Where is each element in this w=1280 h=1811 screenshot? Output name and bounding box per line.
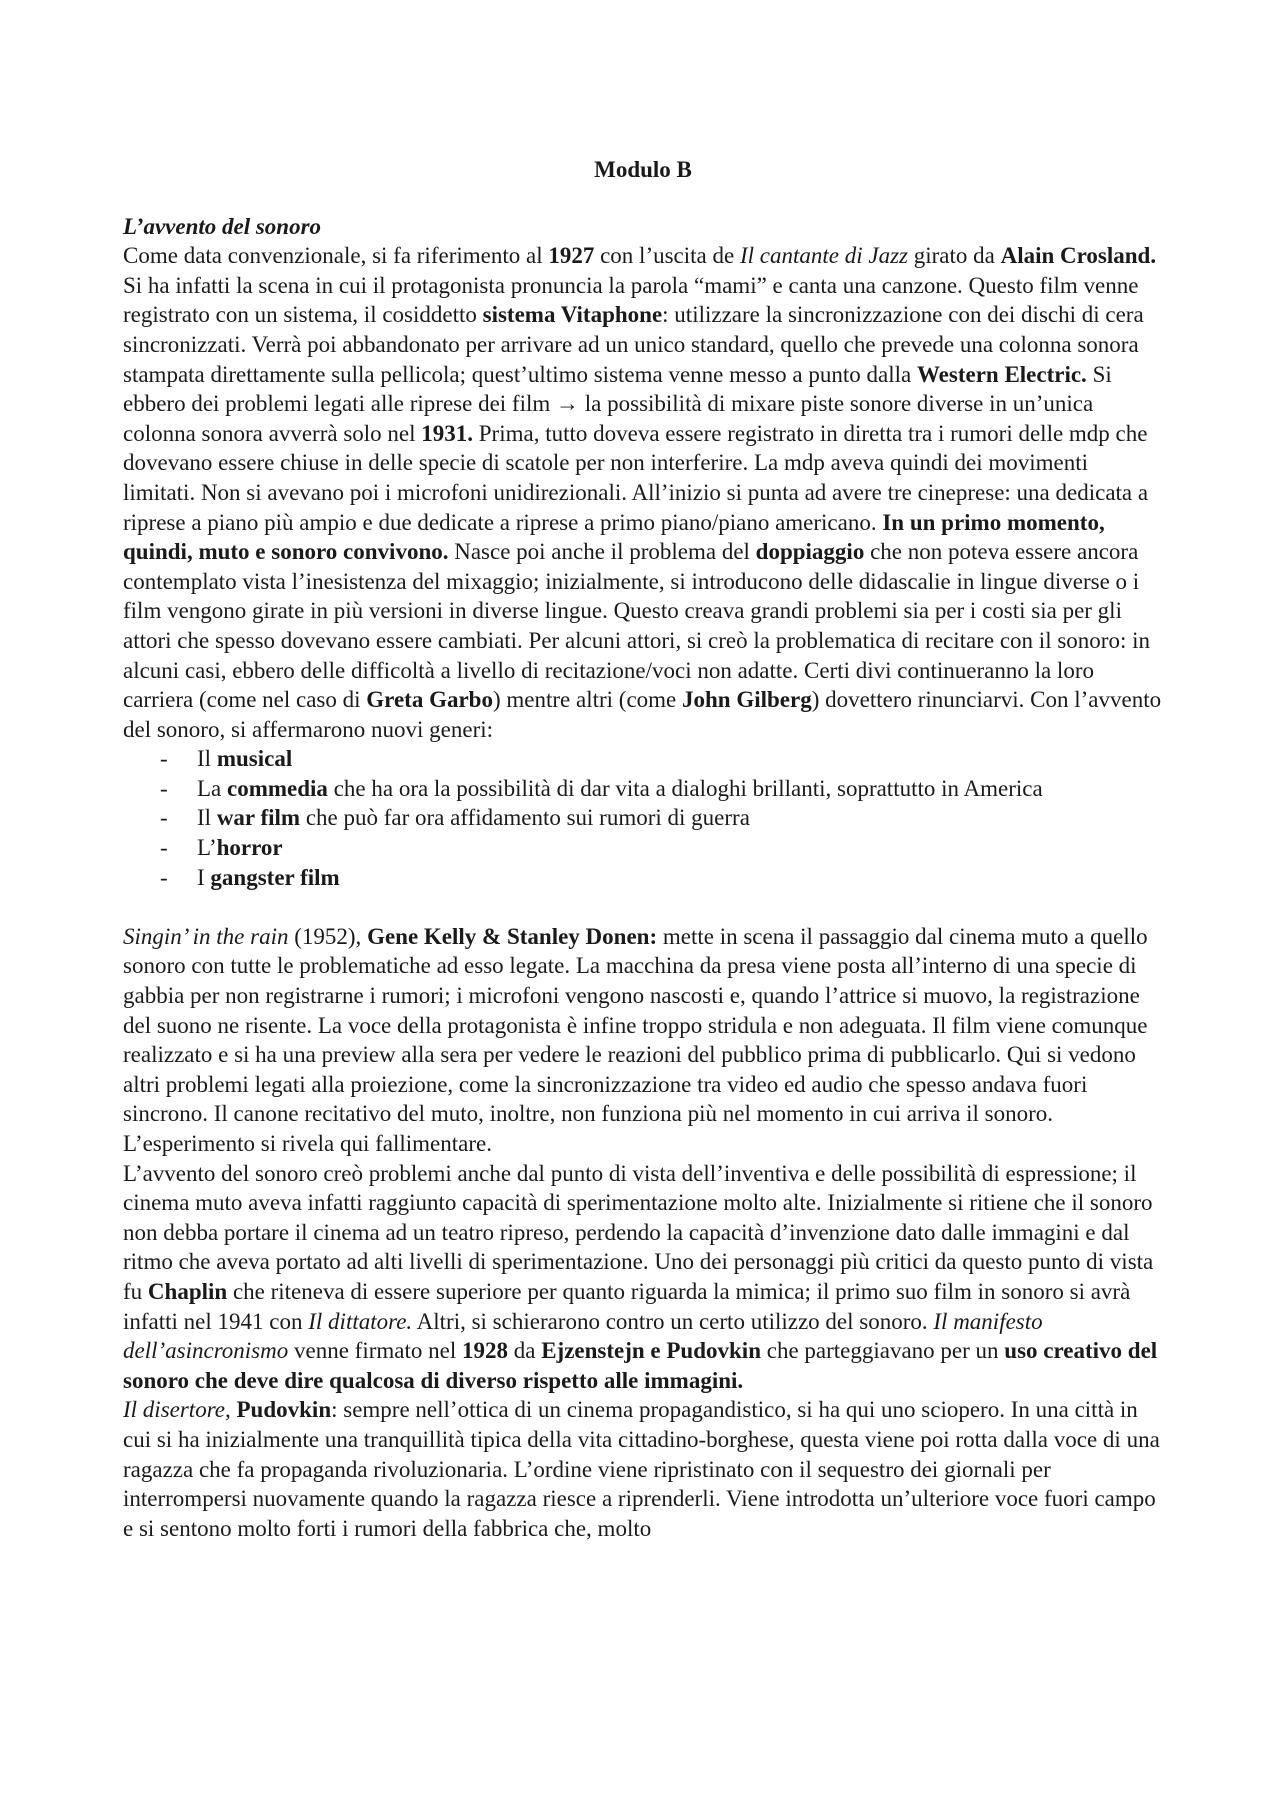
text-run: girato da bbox=[907, 243, 1001, 269]
bold-run: 1928 bbox=[461, 1338, 508, 1364]
paragraph-critics bbox=[123, 1159, 1163, 1396]
bullet-dash: - bbox=[160, 835, 168, 861]
bold-run: Chaplin bbox=[147, 1278, 228, 1304]
arrow-icon: → bbox=[556, 391, 580, 417]
manifesto-title: Il manifesto dell’asincronismo bbox=[123, 1308, 1043, 1364]
bullet-dash: - bbox=[160, 805, 168, 831]
list-item bbox=[160, 803, 1163, 833]
bold-run: 1927 bbox=[548, 243, 595, 269]
blank-line bbox=[123, 892, 1163, 922]
text-run: venne firmato nel bbox=[288, 1338, 462, 1364]
text-run: Come data convenzionale, si fa riferimento al bbox=[123, 243, 549, 269]
text-run: da bbox=[507, 1338, 542, 1364]
genre-name: war film bbox=[216, 805, 301, 831]
list-item bbox=[160, 774, 1163, 804]
paragraph-intro bbox=[123, 241, 1163, 744]
text-run: che non poteva essere ancora contemplato vista l’inesistenza del mixaggio; inizialmente, si introducono delle didascalie in lingue diverse o i film vengono girate in più versioni in diverse lingue. Questo creava grandi problemi sia per i costi sia per gli attori che spesso dovevano essere cambiati. Per alcuni attori, si creò la problematica di recitare con il sonoro: in alcuni casi, ebbero delle difficoltà a livello di recitazione/voci non adatte. Certi divi continueranno la loro carriera (come nel caso di bbox=[123, 539, 1150, 713]
text-run: Si ebbero dei problemi legati alle riprese dei film bbox=[123, 361, 1112, 417]
text-run: ) dovettero rinunciarvi. Con l’avvento del sonoro, si affermarono nuovi generi: bbox=[123, 687, 1162, 742]
text-run: L’avvento del sonoro creò problemi anche dal punto di vista dell’inventiva e delle possibilità di espressione; il cinema muto aveva infatti raggiunto capacità di sperimentazione molto alte. Inizialmente si ritiene che il sonoro non debba portare il cinema ad un teatro ripreso, perdendo la capacità d’invenzione dato dalle immagini e dal ritmo che aveva portato ad alti livelli di sperimentazione. Uno dei personaggi più critici da questo punto di vista fu bbox=[123, 1160, 1154, 1304]
text-run: I bbox=[197, 864, 211, 890]
bold-run: Greta Garbo bbox=[366, 687, 493, 713]
bold-run: Western Electric. bbox=[916, 361, 1087, 387]
genre-name: commedia bbox=[227, 775, 328, 801]
text-run: L’ bbox=[197, 835, 217, 861]
text-run: ) mentre altri (come bbox=[492, 687, 683, 713]
section-heading: L’avvento del sonoro bbox=[123, 213, 322, 239]
bullet-dash: - bbox=[160, 864, 168, 890]
text-run: Si ha infatti la scena in cui il protagonista pronuncia la parola “mami” e canta una canzone. Questo film venne registrato con un sistema, il cosiddetto bbox=[123, 272, 1139, 328]
bullet-dash: - bbox=[160, 746, 168, 772]
bold-run: Alain Crosland. bbox=[1000, 243, 1157, 269]
genre-list bbox=[123, 744, 1163, 892]
text-run: che ha ora la possibilità di dar vita a dialoghi brillanti, soprattutto in America bbox=[327, 775, 1043, 801]
bold-run: 1931. bbox=[421, 420, 474, 446]
film-title: Il cantante di Jazz bbox=[739, 243, 908, 269]
list-item bbox=[160, 744, 1163, 774]
bold-run: Pudovkin bbox=[236, 1397, 332, 1423]
text-run: che può far ora affidamento sui rumori di guerra bbox=[300, 805, 750, 831]
genre-name: horror bbox=[216, 835, 283, 861]
text-run: la possibilità di mixare piste sonore diverse in un’unica colonna sonora avverrà solo nel bbox=[123, 391, 1094, 446]
text-run: mette in scena il passaggio dal cinema muto a quello sonoro con tutte le problematiche ad esso legate. La macchina da presa viene posta all’interno di una specie di gabbia per non registrarne i rumori; i microfoni vengono nascosti e, quando l’attrice si muovo, la registrazione del suono ne risente. La voce della protagonista è infine troppo stridula e non adeguata. Il film viene comunque realizzato e si ha una preview alla sera per vedere le reazioni del pubblico prima di pubblicarlo. Qui si vedono altri problemi legati alla proiezione, come la sincronizzazione tra video ed audio che spesso andava fuori sincrono. Il canone recitativo del muto, inoltre, non funziona più nel momento in cui arriva il sonoro. L’esperimento si rivela qui fallimentare. bbox=[123, 923, 1148, 1156]
paragraph-disertore bbox=[123, 1395, 1163, 1543]
page-title: Modulo B bbox=[594, 157, 692, 182]
text-run: Il bbox=[197, 805, 217, 831]
bold-run: doppiaggio bbox=[755, 539, 865, 565]
bold-run: uso creativo del sonoro che deve dire qualcosa di diverso rispetto alle immagini. bbox=[123, 1338, 1158, 1393]
bold-run: Ejzenstejn e Pudovkin bbox=[541, 1338, 761, 1364]
text-run: Nasce poi anche il problema del bbox=[448, 539, 756, 565]
paragraph-singin bbox=[123, 922, 1163, 1159]
bold-run: John Gilberg bbox=[682, 687, 812, 713]
text-run: che parteggiavano per un bbox=[760, 1338, 1005, 1364]
bold-run: In un primo momento, quindi, muto e sonoro convivono. bbox=[123, 509, 1105, 565]
text-run: La bbox=[197, 775, 228, 801]
film-title: Il disertore, bbox=[123, 1397, 231, 1423]
text-run: Altri, si schierarono contro un certo utilizzo del sonoro. bbox=[412, 1308, 934, 1334]
bullet-dash: - bbox=[160, 775, 168, 801]
text-run: con l’uscita de bbox=[594, 243, 740, 269]
film-title: Singin’ in the rain bbox=[123, 923, 289, 949]
film-title: Il dittatore. bbox=[308, 1308, 413, 1334]
list-item bbox=[160, 863, 1163, 893]
text-run: : sempre nell’ottica di un cinema propagandistico, si ha qui uno sciopero. In una città in cui si ha inizialmente una tranquillità tipica della vita cittadino-borghese, questa viene poi rotta dalla voce di una ragazza che fa propaganda rivoluzionaria. L’ordine viene ripristinato con il sequestro dei giornali per interrompersi nuovamente quando la ragazza riesce a riprenderli. Viene introdotta un’ulteriore voce fuori campo e si sentono molto forti i rumori della fabbrica che, molto bbox=[123, 1397, 1160, 1541]
bold-run: Gene Kelly & Stanley Donen: bbox=[367, 923, 658, 949]
bold-run: sistema Vitaphone bbox=[482, 302, 663, 328]
text-run: Il bbox=[197, 746, 217, 772]
text-run: Prima, tutto doveva essere registrato in diretta tra i rumori delle mdp che dovevano essere chiuse in delle specie di scatole per non interferire. La mdp aveva quindi dei movimenti limitati. Non si avevano poi i microfoni unidirezionali. All’inizio si punta ad avere tre cineprese: una dedicata a riprese a piano più ampio e due dedicate a riprese a primo piano/piano americano. bbox=[123, 420, 1149, 535]
genre-name: gangster film bbox=[210, 864, 340, 890]
text-run: (1952), bbox=[288, 923, 368, 949]
genre-name: musical bbox=[216, 746, 293, 772]
list-item bbox=[160, 833, 1163, 863]
text-run: che riteneva di essere superiore per quanto riguarda la mimica; il primo suo film in sonoro si avrà infatti nel 1941 con bbox=[123, 1278, 1131, 1334]
document-page bbox=[123, 155, 1163, 1543]
text-run: : utilizzare la sincronizzazione con dei dischi di cera sincronizzati. Verrà poi abbandonato per arrivare ad un unico standard, quello che prevede una colonna sonora stampata direttamente sulla pellicola; quest’ultimo sistema venne messo a punto dalla bbox=[123, 302, 1144, 387]
